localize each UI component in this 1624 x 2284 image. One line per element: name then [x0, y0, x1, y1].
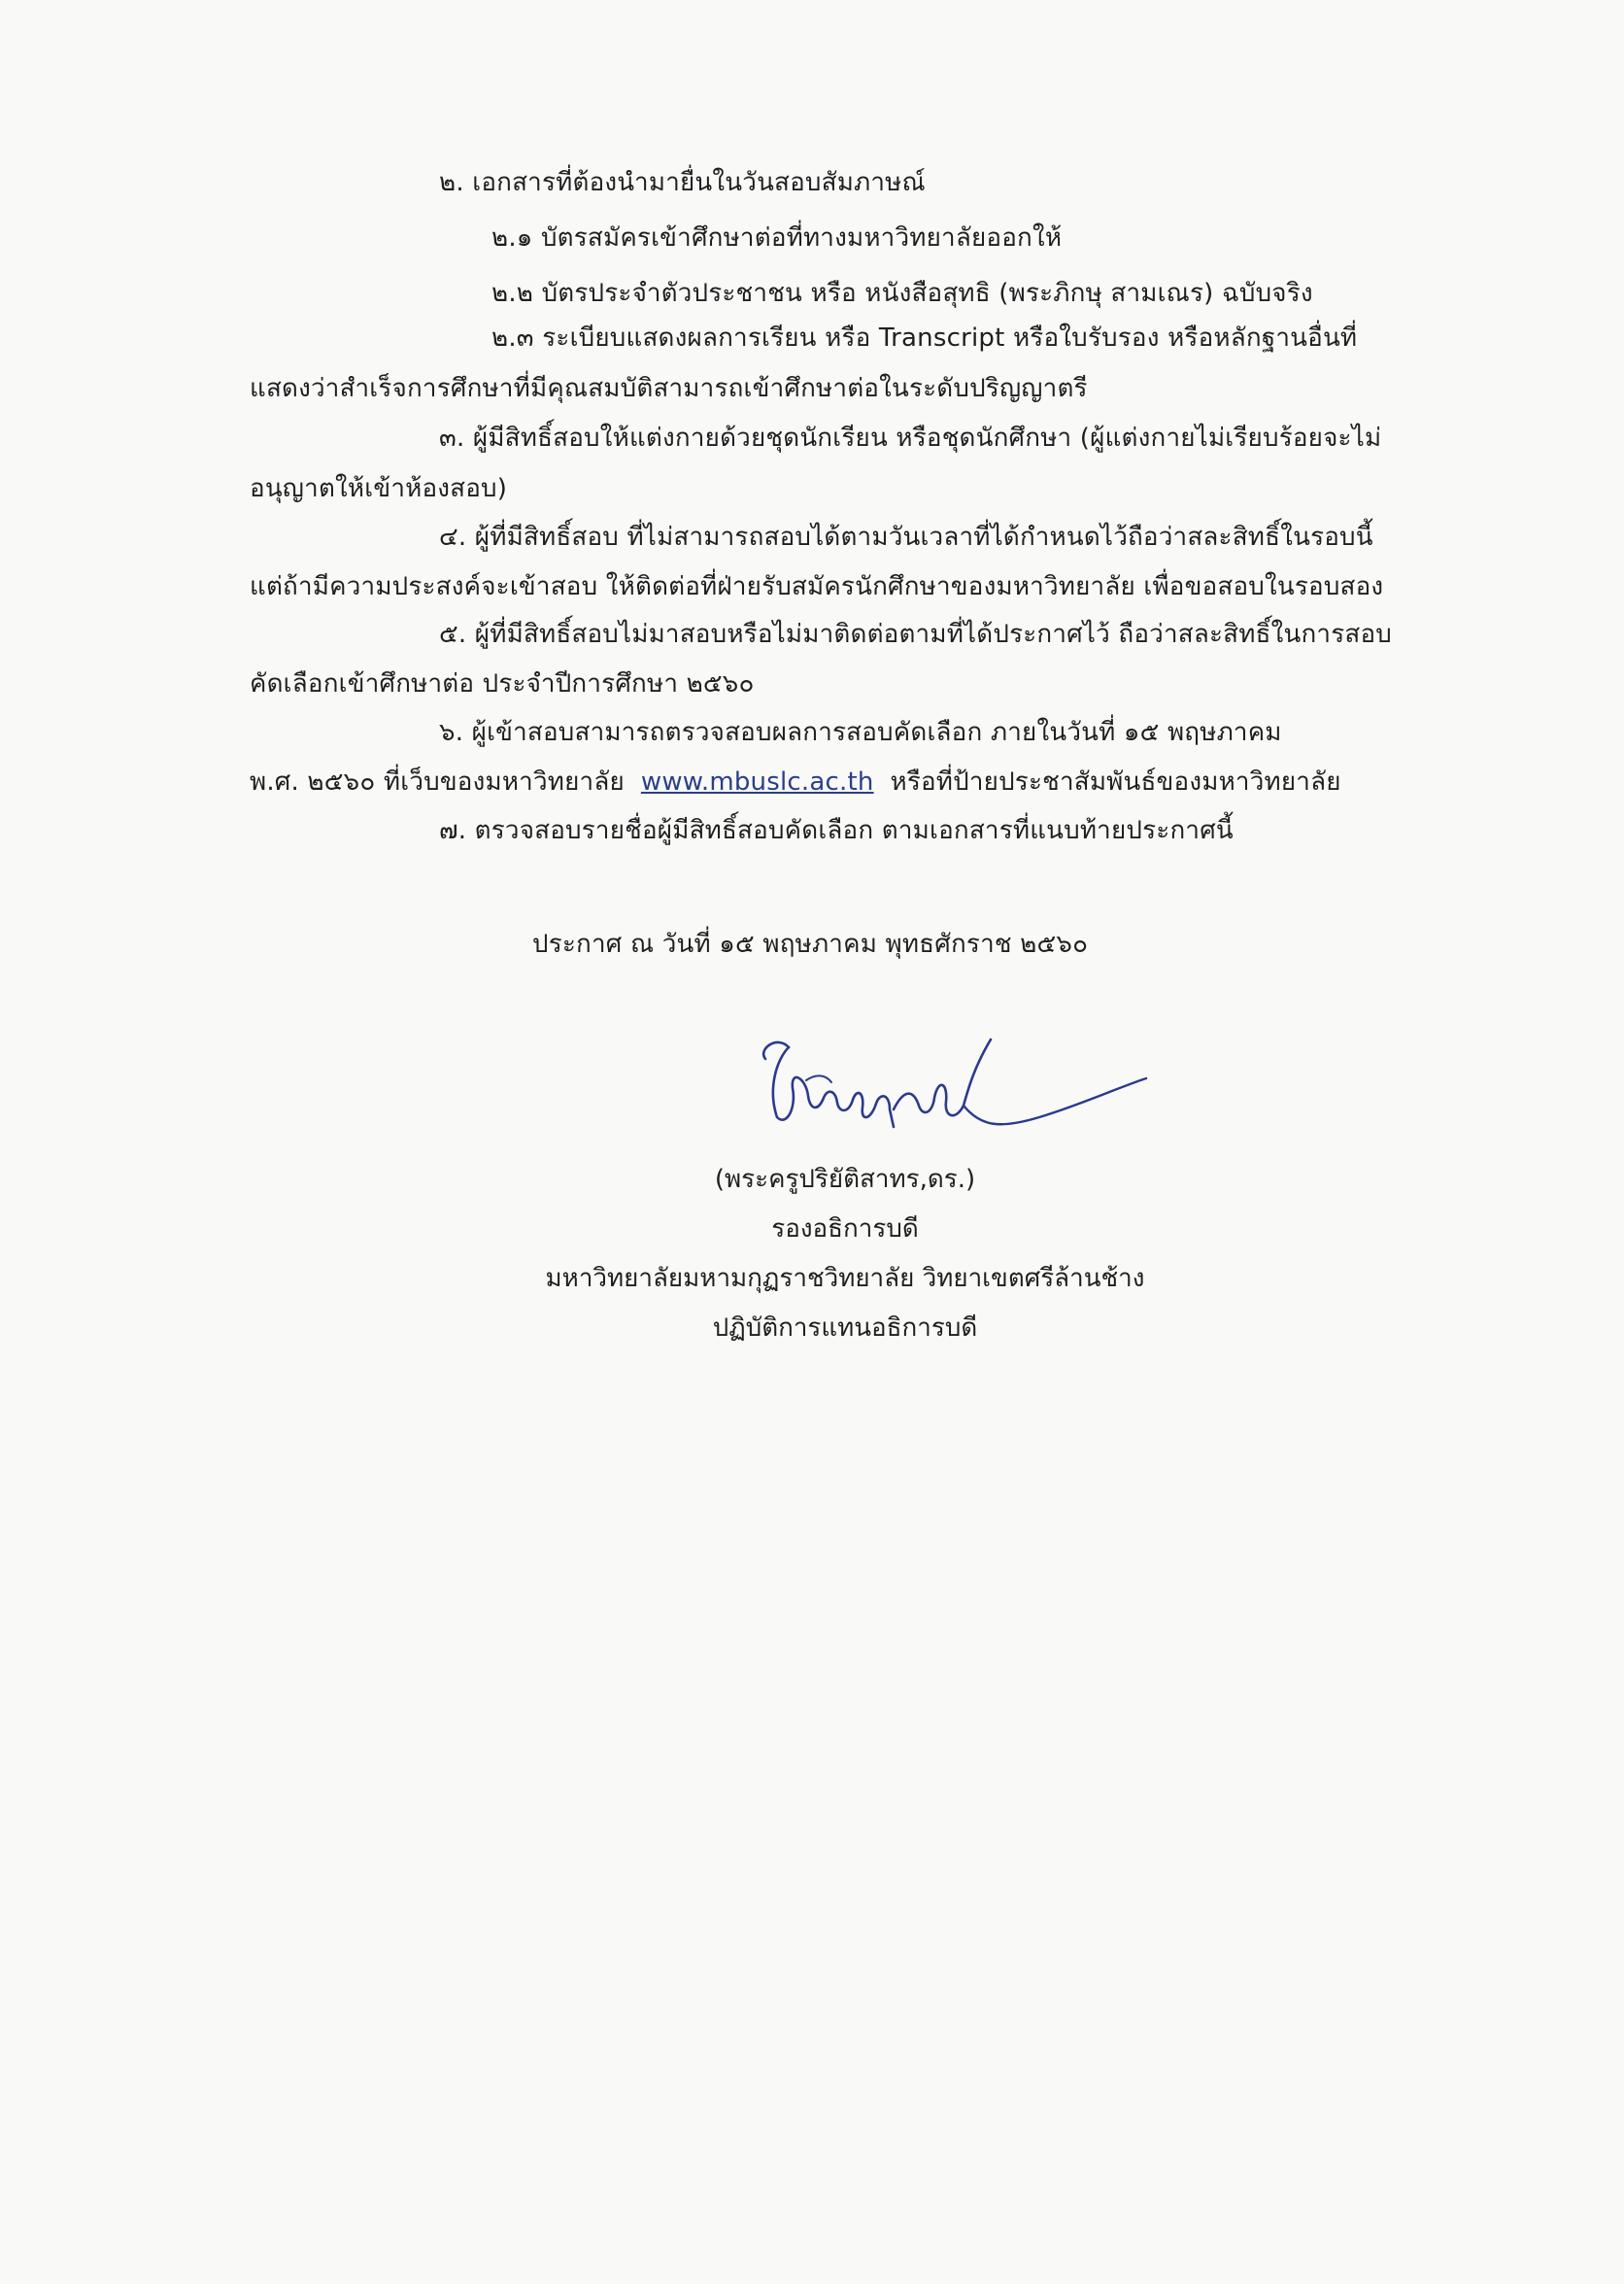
item-3-line-2: อนุญาตให้เข้าห้องสอบ) [250, 474, 508, 503]
announcement-date: ประกาศ ณ วันที่ ๑๕ พฤษภาคม พุทธศักราช ๒๕๖๐ [532, 930, 1089, 959]
acting-role: ปฏิบัติการแทนอธิการบดี [712, 1313, 978, 1343]
item-2-3-line-2: แสดงว่าสำเร็จการศึกษาที่มีคุณสมบัติสามารถเข้าศึกษาต่อในระดับปริญญาตรี [250, 374, 1088, 403]
handwritten-signature [748, 1020, 1156, 1156]
item-6-line-2-pre: พ.ศ. ๒๕๖๐ ที่เว็บของมหาวิทยาลัย [250, 767, 625, 797]
item-7: ๗. ตรวจสอบรายชื่อผู้มีสิทธิ์สอบคัดเลือก ตามเอกสารที่แนบท้ายประกาศนี้ [439, 816, 1234, 845]
signatory-position: รองอธิการบดี [771, 1214, 919, 1244]
item-6-line-2 [250, 766, 1341, 799]
item-4-line-2: แต่ถ้ามีความประสงค์จะเข้าสอบ ให้ติดต่อที่ฝ่ายรับสมัครนักศึกษาของมหาวิทยาลัย เพื่อขอสอบในรอบสอง [250, 572, 1384, 601]
institution-name: มหาวิทยาลัยมหามกุฏราชวิทยาลัย วิทยาเขตศรีล้านช้าง [545, 1264, 1145, 1293]
university-website-link[interactable]: www.mbuslc.ac.th [640, 767, 874, 797]
item-4-line-1: ๔. ผู้ที่มีสิทธิ์สอบ ที่ไม่สามารถสอบได้ตามวันเวลาที่ได้กำหนดไว้ถือว่าสละสิทธิ์ในรอบนี้ [439, 523, 1373, 552]
item-5-line-1: ๕. ผู้ที่มีสิทธิ์สอบไม่มาสอบหรือไม่มาติดต่อตามที่ได้ประกาศไว้ ถือว่าสละสิทธิ์ในการสอบ [439, 620, 1392, 649]
item-3-line-1: ๓. ผู้มีสิทธิ์สอบให้แต่งกายด้วยชุดนักเรียน หรือชุดนักศึกษา (ผู้แต่งกายไม่เรียบร้อยจะไม่ [439, 424, 1382, 453]
item-5-line-2: คัดเลือกเข้าศึกษาต่อ ประจำปีการศึกษา ๒๕๖๐ [250, 669, 755, 699]
item-6-line-1: ๖. ผู้เข้าสอบสามารถตรวจสอบผลการสอบคัดเลือก ภายในวันที่ ๑๕ พฤษภาคม [439, 718, 1282, 747]
item-2-1: ๒.๑ บัตรสมัครเข้าศึกษาต่อที่ทางมหาวิทยาลัยออกให้ [491, 223, 1063, 253]
signatory-name: (พระครูปริยัติสาทร,ดร.) [714, 1165, 976, 1194]
item-2-heading: ๒. เอกสารที่ต้องนำมายื่นในวันสอบสัมภาษณ์ [439, 168, 926, 197]
item-2-2: ๒.๒ บัตรประจำตัวประชาชน หรือ หนังสือสุทธิ (พระภิกษุ สามเณร) ฉบับจริง [491, 279, 1313, 308]
item-6-line-2-post: หรือที่ป้ายประชาสัมพันธ์ของมหาวิทยาลัย [890, 767, 1341, 797]
item-2-3-line-1: ๒.๓ ระเบียบแสดงผลการเรียน หรือ Transcript หรือใบรับรอง หรือหลักฐานอื่นที่ [491, 324, 1358, 353]
